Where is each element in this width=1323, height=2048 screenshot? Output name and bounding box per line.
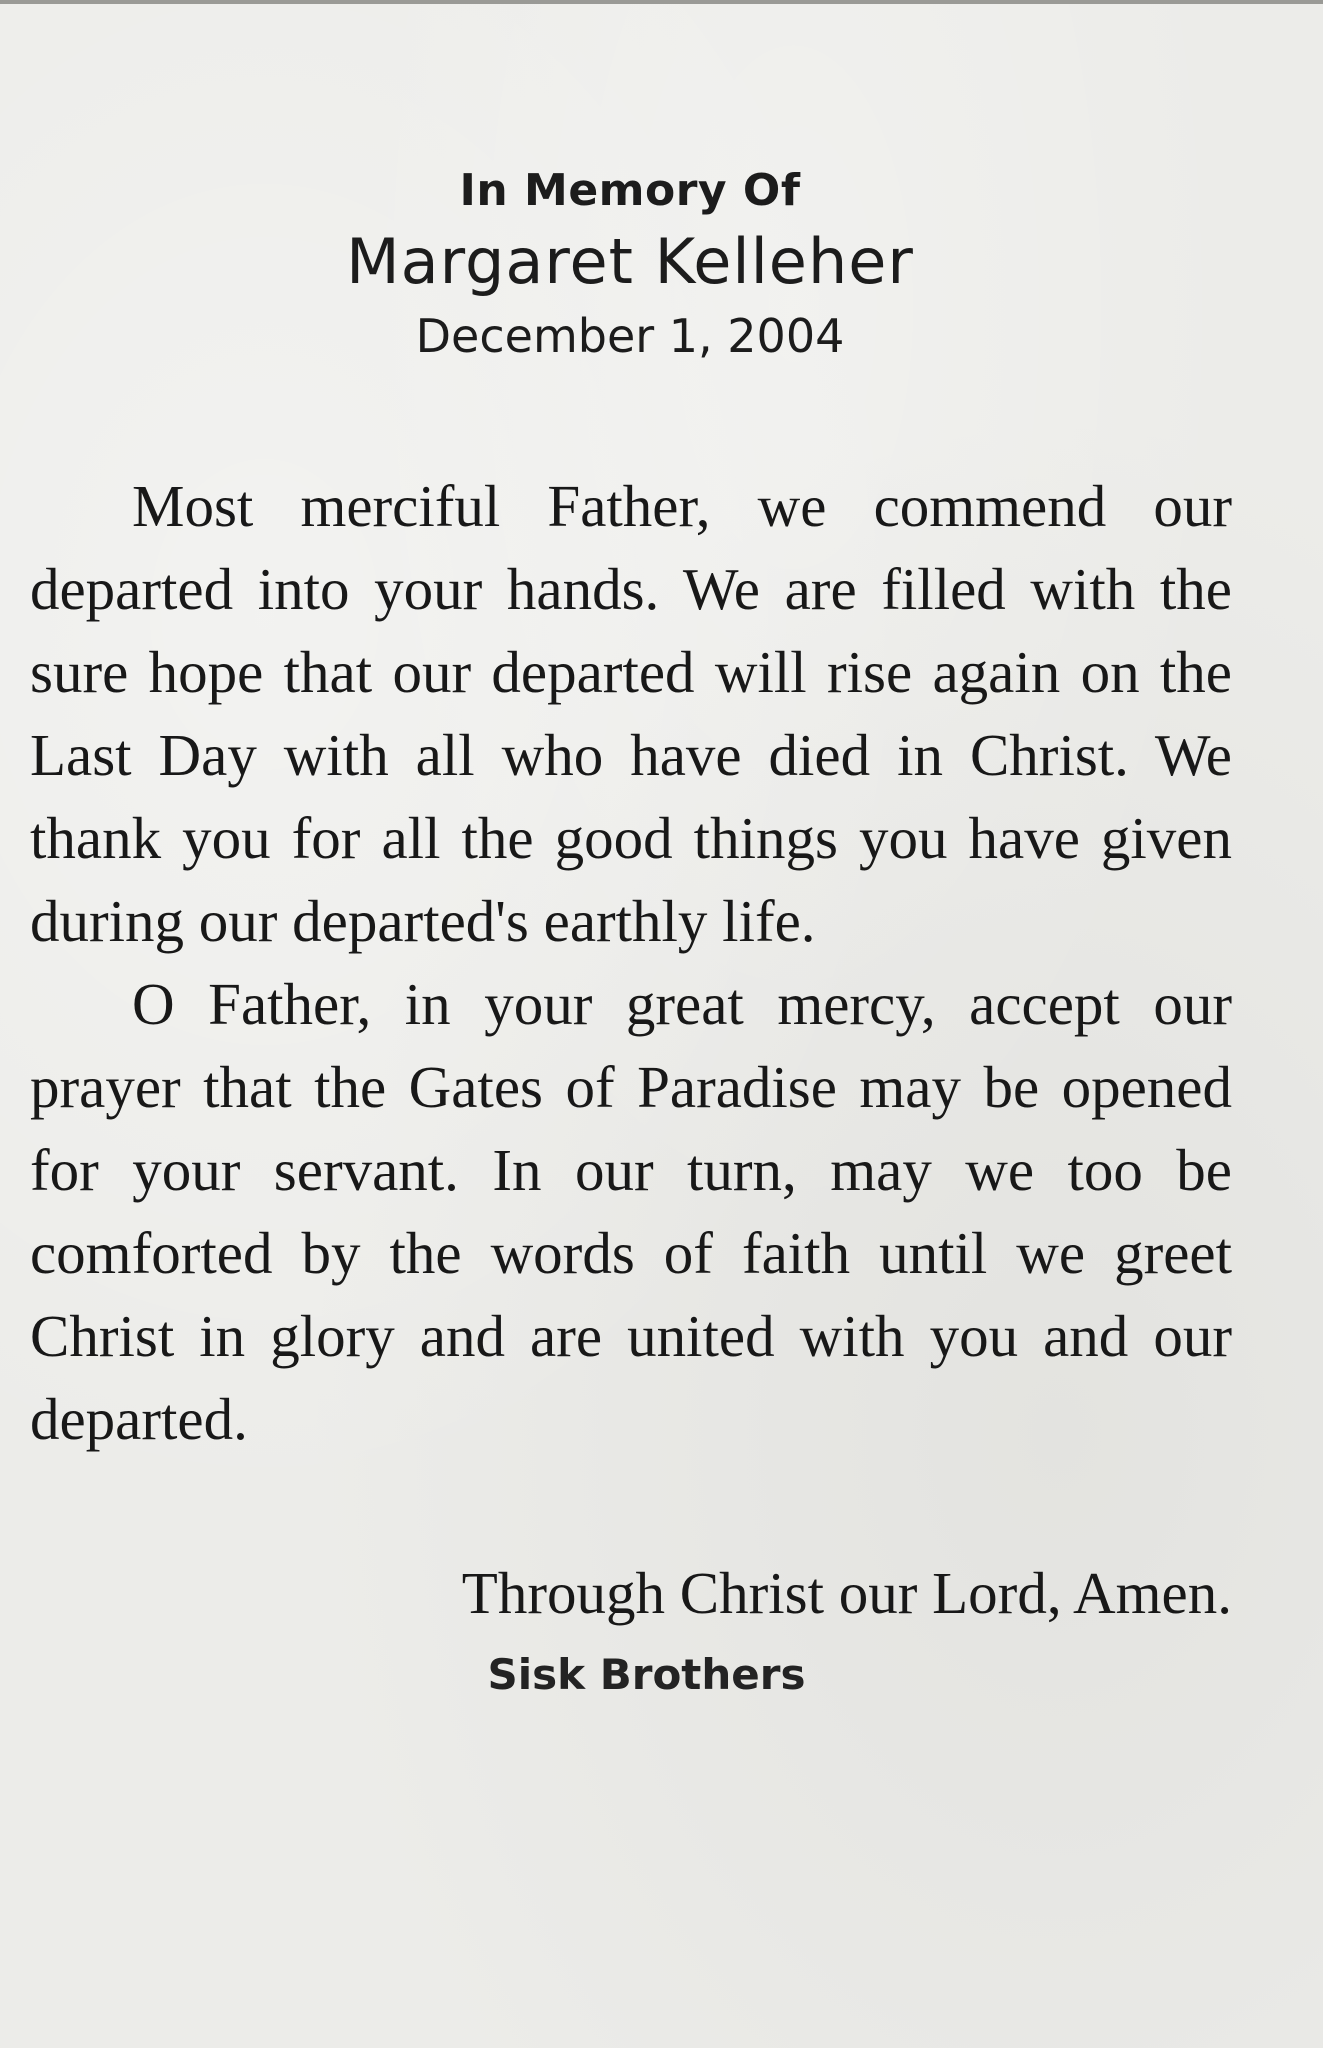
prayer-body	[30, 465, 1232, 1461]
prayer-closing: Through Christ our Lord, Amen.	[461, 1560, 1232, 1626]
prayer-paragraph-1: Most merciful Father, we commend our departed into your hands. We are filled with the sure hope that our departed will rise again on the Last Day with all who have died in Christ. We thank you for all the good things you have given during our departed's earthly life.	[30, 473, 1232, 954]
card-header	[0, 160, 1260, 370]
memorial-heading: In Memory Of	[459, 165, 801, 216]
memorial-date: December 1, 2004	[415, 309, 845, 363]
deceased-name: Margaret Kelleher	[346, 225, 914, 298]
prayer-paragraph-2: O Father, in your great mercy, accept our prayer that the Gates of Paradise may be opened for your servant. In our turn, may we too be comforted by the words of faith until we greet Christ in glory and are united with you and our departed.	[30, 971, 1232, 1452]
card-top-edge	[0, 0, 1323, 4]
funeral-home-signature: Sisk Brothers	[487, 1650, 806, 1699]
